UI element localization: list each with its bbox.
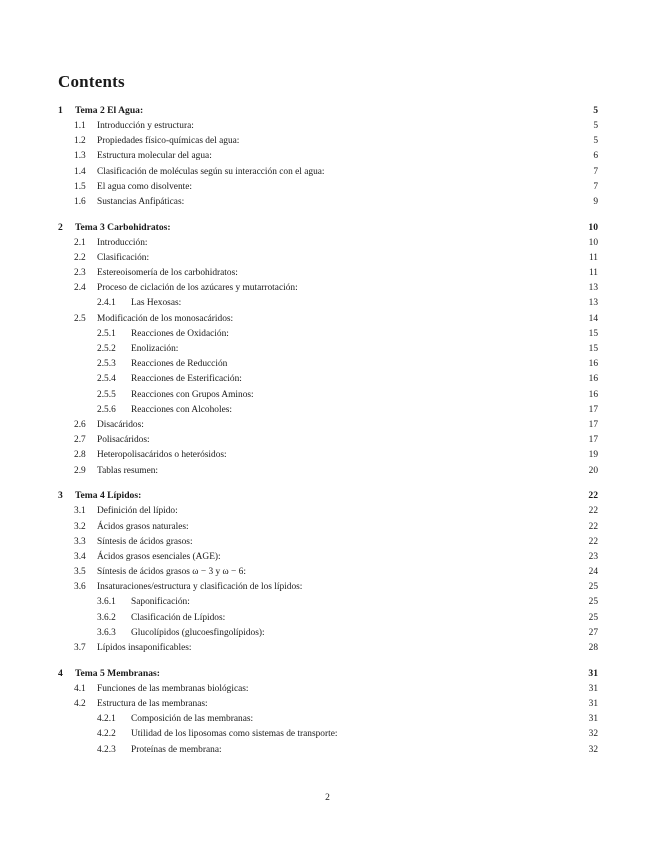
toc-section-entry[interactable] — [58, 195, 598, 210]
toc-entry-number: 3.6.2 — [97, 612, 116, 623]
toc-section-entry[interactable] — [58, 418, 598, 433]
toc-entry-label: Propiedades físico-químicas del agua: — [97, 134, 241, 149]
toc-entry-label: Utilidad de los liposomas como sistemas de transporte: — [131, 727, 339, 742]
toc-entry-page: 25 — [585, 595, 598, 610]
toc-entry-label: Polisacáridos: — [97, 433, 152, 448]
toc-entry-number: 2.5 — [74, 313, 86, 324]
toc-subsection-entry[interactable] — [58, 357, 598, 372]
toc-section-entry[interactable] — [58, 149, 598, 164]
toc-entry-number: 4.2.2 — [97, 729, 116, 740]
toc-entry-label: Proteínas de membrana: — [131, 743, 224, 758]
toc-entry-label: Estructura molecular del agua: — [97, 149, 214, 164]
toc-entry-number: 1.2 — [74, 136, 86, 147]
toc-section-entry[interactable] — [58, 504, 598, 519]
toc-chapter-entry[interactable] — [58, 666, 598, 682]
toc-entry-label: Reacciones de Reducción — [131, 357, 229, 372]
toc-entry-number: 3.1 — [74, 506, 86, 517]
toc-entry-label: Reacciones de Oxidación: — [131, 327, 231, 342]
toc-section-entry[interactable] — [58, 520, 598, 535]
toc-entry-number: 2.4 — [74, 283, 86, 294]
toc-entry-number: 3.3 — [74, 536, 86, 547]
toc-section-entry[interactable] — [58, 180, 598, 195]
toc-subsection-entry[interactable] — [58, 626, 598, 641]
toc-entry-label: Clasificación de moléculas según su interacción con el agua: — [97, 165, 327, 180]
toc-entry-number: 2.5.2 — [97, 344, 116, 355]
toc-subsection-entry[interactable] — [58, 372, 598, 387]
toc-section-entry[interactable] — [58, 312, 598, 327]
toc-entry-page: 15 — [585, 342, 598, 357]
toc-entry-page: 27 — [585, 626, 598, 641]
toc-entry-label: Síntesis de ácidos grasos: — [97, 535, 195, 550]
toc-subsection-entry[interactable] — [58, 611, 598, 626]
toc-entry-label: Insaturaciones/estructura y clasificación de los lípidos: — [97, 580, 304, 595]
toc-entry-page: 10 — [584, 220, 598, 236]
toc-entry-number: 2.3 — [74, 268, 86, 279]
toc-entry-number: 4.2.1 — [97, 714, 116, 725]
toc-entry-page: 17 — [585, 433, 598, 448]
toc-entry-label: Modificación de los monosacáridos: — [97, 312, 235, 327]
toc-entry-label: Reacciones de Esterificación: — [131, 372, 244, 387]
toc-entry-label: Introducción: — [97, 236, 150, 251]
toc-subsection-entry[interactable] — [58, 388, 598, 403]
toc-entry-page: 22 — [585, 520, 598, 535]
toc-entry-number: 1.5 — [74, 181, 86, 192]
toc-entry-page: 11 — [585, 251, 598, 266]
toc-entry-label: Sustancias Anfipáticas: — [97, 195, 186, 210]
toc-entry-number: 1 — [58, 105, 63, 116]
toc-section-entry[interactable] — [58, 535, 598, 550]
toc-entry-page: 5 — [589, 119, 598, 134]
toc-entry-page: 22 — [585, 535, 598, 550]
toc-entry-number: 2.5.5 — [97, 389, 116, 400]
toc-entry-label: Tablas resumen: — [97, 464, 160, 479]
toc-entry-page: 10 — [585, 236, 598, 251]
toc-entry-page: 19 — [585, 448, 598, 463]
toc-entry-page: 23 — [585, 550, 598, 565]
toc-section-entry[interactable] — [58, 433, 598, 448]
toc-entry-page: 17 — [585, 403, 598, 418]
toc-entry-page: 6 — [589, 149, 598, 164]
toc-entry-label: Estructura de las membranas: — [97, 697, 210, 712]
toc-entry-label: Ácidos grasos esenciales (AGE): — [97, 550, 223, 565]
toc-section-entry[interactable] — [58, 281, 598, 296]
table-of-contents — [58, 103, 598, 758]
toc-section-entry[interactable] — [58, 550, 598, 565]
toc-chapter-entry[interactable] — [58, 220, 598, 236]
page-number: 2 — [325, 793, 330, 803]
toc-entry-page: 11 — [585, 266, 598, 281]
toc-entry-page: 31 — [584, 666, 598, 682]
toc-section-entry[interactable] — [58, 464, 598, 479]
toc-entry-page: 16 — [585, 357, 598, 372]
toc-entry-page: 28 — [585, 641, 598, 656]
toc-subsection-entry[interactable] — [58, 727, 598, 742]
toc-entry-number: 2.6 — [74, 419, 86, 430]
toc-entry-label: Glucolípidos (glucoesfingolípidos): — [131, 626, 267, 641]
page-title: Contents — [58, 72, 125, 91]
toc-section-entry[interactable] — [58, 697, 598, 712]
toc-subsection-entry[interactable] — [58, 327, 598, 342]
toc-entry-label: Introducción y estructura: — [97, 119, 196, 134]
toc-entry-number: 2.5.3 — [97, 359, 116, 370]
toc-entry-label: Tema 5 Membranas: — [75, 666, 162, 682]
toc-section-entry[interactable] — [58, 236, 598, 251]
toc-entry-label: Las Hexosas: — [131, 296, 183, 311]
toc-entry-number: 2.4.1 — [97, 298, 116, 309]
toc-entry-number: 2.5.6 — [97, 404, 116, 415]
toc-entry-page: 9 — [589, 195, 598, 210]
toc-entry-label: Saponificación: — [131, 595, 192, 610]
toc-entry-number: 3.7 — [74, 643, 86, 653]
toc-entry-number: 4.1 — [74, 683, 86, 694]
toc-entry-label: Funciones de las membranas biológicas: — [97, 682, 251, 697]
toc-entry-page: 24 — [585, 565, 598, 580]
toc-entry-number: 1.1 — [74, 121, 86, 131]
toc-entry-label: Clasificación de Lípidos: — [131, 611, 227, 626]
toc-entry-label: Proceso de ciclación de los azúcares y mutarrotación: — [97, 281, 300, 296]
toc-entry-number: 1.6 — [74, 196, 86, 207]
toc-entry-number: 2.5.4 — [97, 374, 116, 385]
toc-subsection-entry[interactable] — [58, 743, 598, 758]
toc-entry-label: Definición del lípido: — [97, 504, 180, 519]
toc-entry-number: 2.2 — [74, 252, 86, 263]
toc-entry-number: 4 — [58, 667, 63, 679]
toc-subsection-entry[interactable] — [58, 595, 598, 610]
toc-section-entry[interactable] — [58, 682, 598, 697]
toc-entry-page: 32 — [585, 727, 598, 742]
toc-subsection-entry[interactable] — [58, 403, 598, 418]
toc-entry-number: 3.6 — [74, 582, 86, 593]
toc-entry-label: Heteropolisacáridos o heterósidos: — [97, 448, 229, 463]
toc-entry-label: Reacciones con Grupos Aminos: — [131, 388, 256, 403]
toc-entry-page: 5 — [589, 134, 598, 149]
toc-entry-number: 2.5.1 — [97, 328, 116, 339]
toc-entry-number: 4.2 — [74, 698, 86, 709]
toc-entry-page: 17 — [585, 418, 598, 433]
toc-entry-label: Tema 4 Lípidos: — [75, 488, 143, 504]
toc-section-entry[interactable] — [58, 266, 598, 281]
toc-entry-page: 25 — [585, 580, 598, 595]
toc-chapter-entry[interactable] — [58, 103, 598, 119]
toc-entry-label: Síntesis de ácidos grasos ω − 3 y ω − 6: — [97, 565, 248, 580]
toc-entry-page: 31 — [585, 712, 598, 727]
toc-entry-label: Disacáridos: — [97, 418, 146, 433]
toc-entry-number: 2.9 — [74, 465, 86, 476]
toc-entry-page: 5 — [589, 103, 598, 119]
toc-entry-number: 2.1 — [74, 237, 86, 248]
toc-entry-label: Clasificación: — [97, 251, 151, 266]
toc-entry-page: 13 — [585, 296, 598, 311]
toc-section-entry[interactable] — [58, 134, 598, 149]
toc-entry-page: 7 — [589, 165, 598, 180]
toc-entry-page: 14 — [585, 312, 598, 327]
toc-subsection-entry[interactable] — [58, 342, 598, 357]
toc-entry-number: 2.7 — [74, 435, 86, 446]
toc-entry-page: 22 — [584, 488, 598, 504]
toc-section-entry[interactable] — [58, 251, 598, 266]
toc-entry-number: 3 — [58, 490, 63, 502]
toc-entry-number: 3.2 — [74, 521, 86, 532]
toc-section-entry[interactable] — [58, 641, 598, 656]
toc-section-entry[interactable] — [58, 448, 598, 463]
toc-entry-label: Lípidos insaponificables: — [97, 641, 194, 656]
toc-entry-page: 7 — [589, 180, 598, 195]
toc-entry-page: 20 — [585, 464, 598, 479]
toc-entry-label: El agua como disolvente: — [97, 180, 194, 195]
toc-entry-number: 3.5 — [74, 567, 86, 578]
toc-entry-label: Estereoisomería de los carbohidratos: — [97, 266, 240, 281]
toc-subsection-entry[interactable] — [58, 712, 598, 727]
toc-entry-number: 2 — [58, 221, 63, 233]
toc-entry-page: 15 — [585, 327, 598, 342]
toc-entry-page: 32 — [585, 743, 598, 758]
toc-section-entry[interactable] — [58, 165, 598, 180]
toc-entry-label: Composición de las membranas: — [131, 712, 255, 727]
toc-entry-page: 31 — [585, 697, 598, 712]
toc-chapter-entry[interactable] — [58, 488, 598, 504]
toc-entry-number: 4.2.3 — [97, 744, 116, 755]
toc-entry-label: Tema 3 Carbohidratos: — [75, 220, 173, 236]
toc-entry-number: 3.4 — [74, 551, 86, 562]
toc-entry-label: Tema 2 El Agua: — [75, 103, 145, 119]
toc-entry-label: Enolización: — [131, 342, 180, 357]
toc-entry-page: 16 — [585, 388, 598, 403]
toc-section-entry[interactable] — [58, 119, 598, 134]
toc-entry-label: Ácidos grasos naturales: — [97, 520, 191, 535]
toc-entry-number: 1.3 — [74, 151, 86, 162]
toc-entry-page: 16 — [585, 372, 598, 387]
toc-entry-page: 25 — [585, 611, 598, 626]
toc-section-entry[interactable] — [58, 565, 598, 580]
toc-subsection-entry[interactable] — [58, 296, 598, 311]
toc-entry-number: 3.6.1 — [97, 597, 116, 608]
toc-entry-number: 2.8 — [74, 450, 86, 461]
toc-section-entry[interactable] — [58, 580, 598, 595]
toc-entry-number: 1.4 — [74, 166, 86, 177]
toc-entry-number: 3.6.3 — [97, 627, 116, 638]
toc-entry-page: 13 — [585, 281, 598, 296]
toc-entry-page: 22 — [585, 504, 598, 519]
toc-entry-page: 31 — [585, 682, 598, 697]
toc-entry-label: Reacciones con Alcoholes: — [131, 403, 234, 418]
